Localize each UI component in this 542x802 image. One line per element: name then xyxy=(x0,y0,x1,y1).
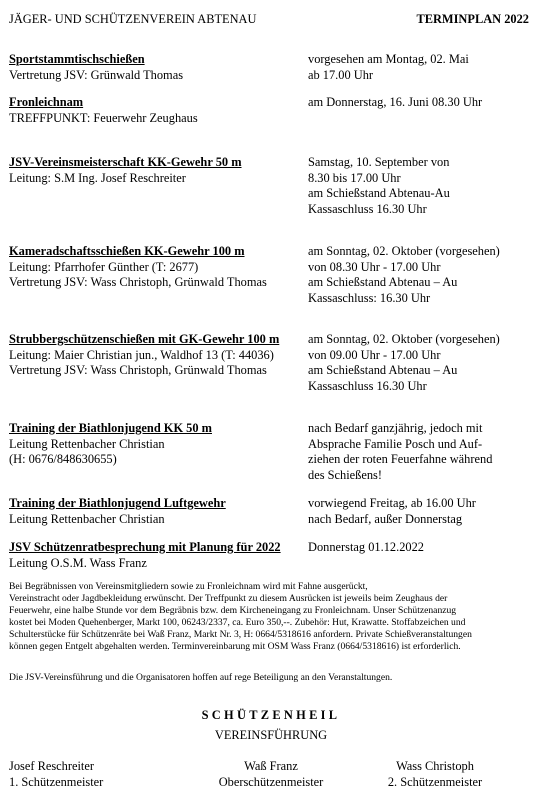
event-title: JSV-Vereinsmeisterschaft KK-Gewehr 50 m xyxy=(9,155,242,169)
event-info-biathlon-luftgewehr xyxy=(308,496,476,527)
event-schuetzenratbesprechung xyxy=(9,540,281,571)
notes-line: können gegen Entgelt abgehalten werden. Terminvereinbarung mit OSM Wass Franz (0664/5318616) ist erforderlich. xyxy=(9,641,461,653)
signatory-name: Wass Christoph xyxy=(396,759,474,773)
event-detail: TREFFPUNKT: Feuerwehr Zeughaus xyxy=(9,110,198,125)
notes-paragraph xyxy=(9,581,539,654)
event-title: Training der Biathlonjugend KK 50 m xyxy=(9,421,212,435)
event-info-line: am Donnerstag, 16. Juni 08.30 Uhr xyxy=(308,95,483,109)
event-info-line: Absprache Familie Posch und Auf- xyxy=(308,436,483,451)
event-info-line: ziehen der roten Feuerfahne während xyxy=(308,452,493,466)
event-fronleichnam xyxy=(9,95,198,126)
event-detail: Leitung: Pfarrhofer Günther (T: 2677) xyxy=(9,259,199,274)
event-info-line: vorgesehen am Montag, 02. Mai xyxy=(308,52,469,66)
event-info-line: nach Bedarf ganzjährig, jedoch mit xyxy=(308,421,483,435)
event-detail: Leitung: S.M Ing. Josef Reschreiter xyxy=(9,170,186,185)
event-info-biathlon-kk xyxy=(308,421,492,483)
signatory-name: Waß Franz xyxy=(244,759,298,773)
event-title: JSV Schützenratbesprechung mit Planung für 2022 xyxy=(9,540,281,554)
event-info-line: am Sonntag, 02. Oktober (vorgesehen) xyxy=(308,332,500,346)
club-name: JÄGER- UND SCHÜTZENVEREIN ABTENAU xyxy=(9,12,257,26)
closing-statement: Die JSV-Vereinsführung und die Organisatoren hoffen auf rege Beteiligung an den Veranstaltungen. xyxy=(9,672,393,683)
event-info-line: am Sonntag, 02. Oktober (vorgesehen) xyxy=(308,244,500,258)
event-sportstammtisch xyxy=(9,52,183,83)
signatory-role: Oberschützenmeister xyxy=(218,774,324,789)
event-detail: (H: 0676/848630655) xyxy=(9,452,117,466)
event-info-line: Samstag, 10. September von xyxy=(308,155,450,169)
notes-line: Feuerwehr, eine halbe Stunde vor dem Begräbnis bzw. dem Kircheneingang zu Fronleichnam. Unser Schützenanzug xyxy=(9,605,457,617)
event-detail: Leitung O.S.M. Wass Franz xyxy=(9,555,147,570)
event-info-line: von 08.30 Uhr - 17.00 Uhr xyxy=(308,259,441,274)
event-kameradschaftsschiessen xyxy=(9,244,267,291)
signatory-first xyxy=(9,759,103,790)
notes-line: Schulterstücke für Schützenräte bei Waß Franz, Markt Nr. 3, H: 0664/5318616 anfordern. Private Schießveranstaltungen xyxy=(9,629,472,641)
notes-line: Vereinstracht oder Jagdbekleidung erwünscht. Der Treffpunkt zu diesem Ausrücken ist jeweils beim Zeughaus der xyxy=(9,593,448,605)
event-detail: Leitung: Maier Christian jun., Waldhof 13 (T: 44036) xyxy=(9,347,274,362)
event-biathlon-luftgewehr xyxy=(9,496,226,527)
signatory-role: 2. Schützenmeister xyxy=(387,774,483,789)
event-detail: Leitung Rettenbacher Christian xyxy=(9,511,165,526)
event-info-line: Kassaschluss 16.30 Uhr xyxy=(308,201,427,216)
event-info-line: Kassaschluss 16.30 Uhr xyxy=(308,378,427,393)
notes-line: Bei Begräbnissen von Vereinsmitgliedern sowie zu Fronleichnam wird mit Fahne ausgerückt, xyxy=(9,581,368,592)
event-info-line: 8.30 bis 17.00 Uhr xyxy=(308,170,401,185)
event-detail: Vertretung JSV: Grünwald Thomas xyxy=(9,67,184,82)
event-info-strubbergschuetzenschiessen xyxy=(308,332,500,394)
event-info-kameradschaftsschiessen xyxy=(308,244,500,306)
event-info-line: am Schießstand Abtenau – Au xyxy=(308,363,458,377)
event-info-fronleichnam xyxy=(308,95,482,111)
signatory-second xyxy=(181,759,361,790)
event-info-line: nach Bedarf, außer Donnerstag xyxy=(308,511,463,526)
event-info-schuetzenratbesprechung xyxy=(308,540,424,556)
event-info-line: am Schießstand Abtenau – Au xyxy=(308,275,458,289)
event-info-line: ab 17.00 Uhr xyxy=(308,67,374,82)
event-detail: Leitung Rettenbacher Christian xyxy=(9,436,165,451)
event-detail: Vertretung JSV: Wass Christoph, Grünwald Thomas xyxy=(9,363,267,377)
event-strubbergschuetzenschiessen xyxy=(9,332,279,379)
event-biathlon-kk xyxy=(9,421,212,468)
signatory-third xyxy=(365,759,505,790)
signatory-name: Josef Reschreiter xyxy=(9,759,94,773)
event-title: Kameradschaftsschießen KK-Gewehr 100 m xyxy=(9,244,245,258)
board-label: VEREINSFÜHRUNG xyxy=(214,728,328,742)
event-title: Sportstammtischschießen xyxy=(9,52,145,66)
event-info-line: am Schießstand Abtenau-Au xyxy=(308,186,450,200)
event-info-line: des Schießens! xyxy=(308,467,382,482)
event-info-line: Donnerstag 01.12.2022 xyxy=(308,540,424,554)
event-info-sportstammtisch xyxy=(308,52,469,83)
document-title: TERMINPLAN 2022 xyxy=(416,12,529,26)
event-title: Fronleichnam xyxy=(9,95,84,109)
event-info-vereinsmeisterschaft xyxy=(308,155,450,217)
event-title: Strubbergschützenschießen mit GK-Gewehr 100 m xyxy=(9,332,280,346)
signatory-role: 1. Schützenmeister xyxy=(9,774,104,789)
notes-line: kostet bei Moden Quehenberger, Markt 100, 06243/2337, ca. Euro 350,--. Zubehör: Hut, Krawatte. Stoffabzeichen und xyxy=(9,617,466,629)
event-title: Training der Biathlonjugend Luftgewehr xyxy=(9,496,226,510)
event-info-line: Kassaschluss: 16.30 Uhr xyxy=(308,290,431,305)
greeting: SCHÜTZENHEIL xyxy=(201,708,341,722)
event-info-line: vorwiegend Freitag, ab 16.00 Uhr xyxy=(308,496,476,510)
event-vereinsmeisterschaft xyxy=(9,155,242,186)
event-detail: Vertretung JSV: Wass Christoph, Grünwald Thomas xyxy=(9,275,267,289)
event-info-line: von 09.00 Uhr - 17.00 Uhr xyxy=(308,347,441,362)
